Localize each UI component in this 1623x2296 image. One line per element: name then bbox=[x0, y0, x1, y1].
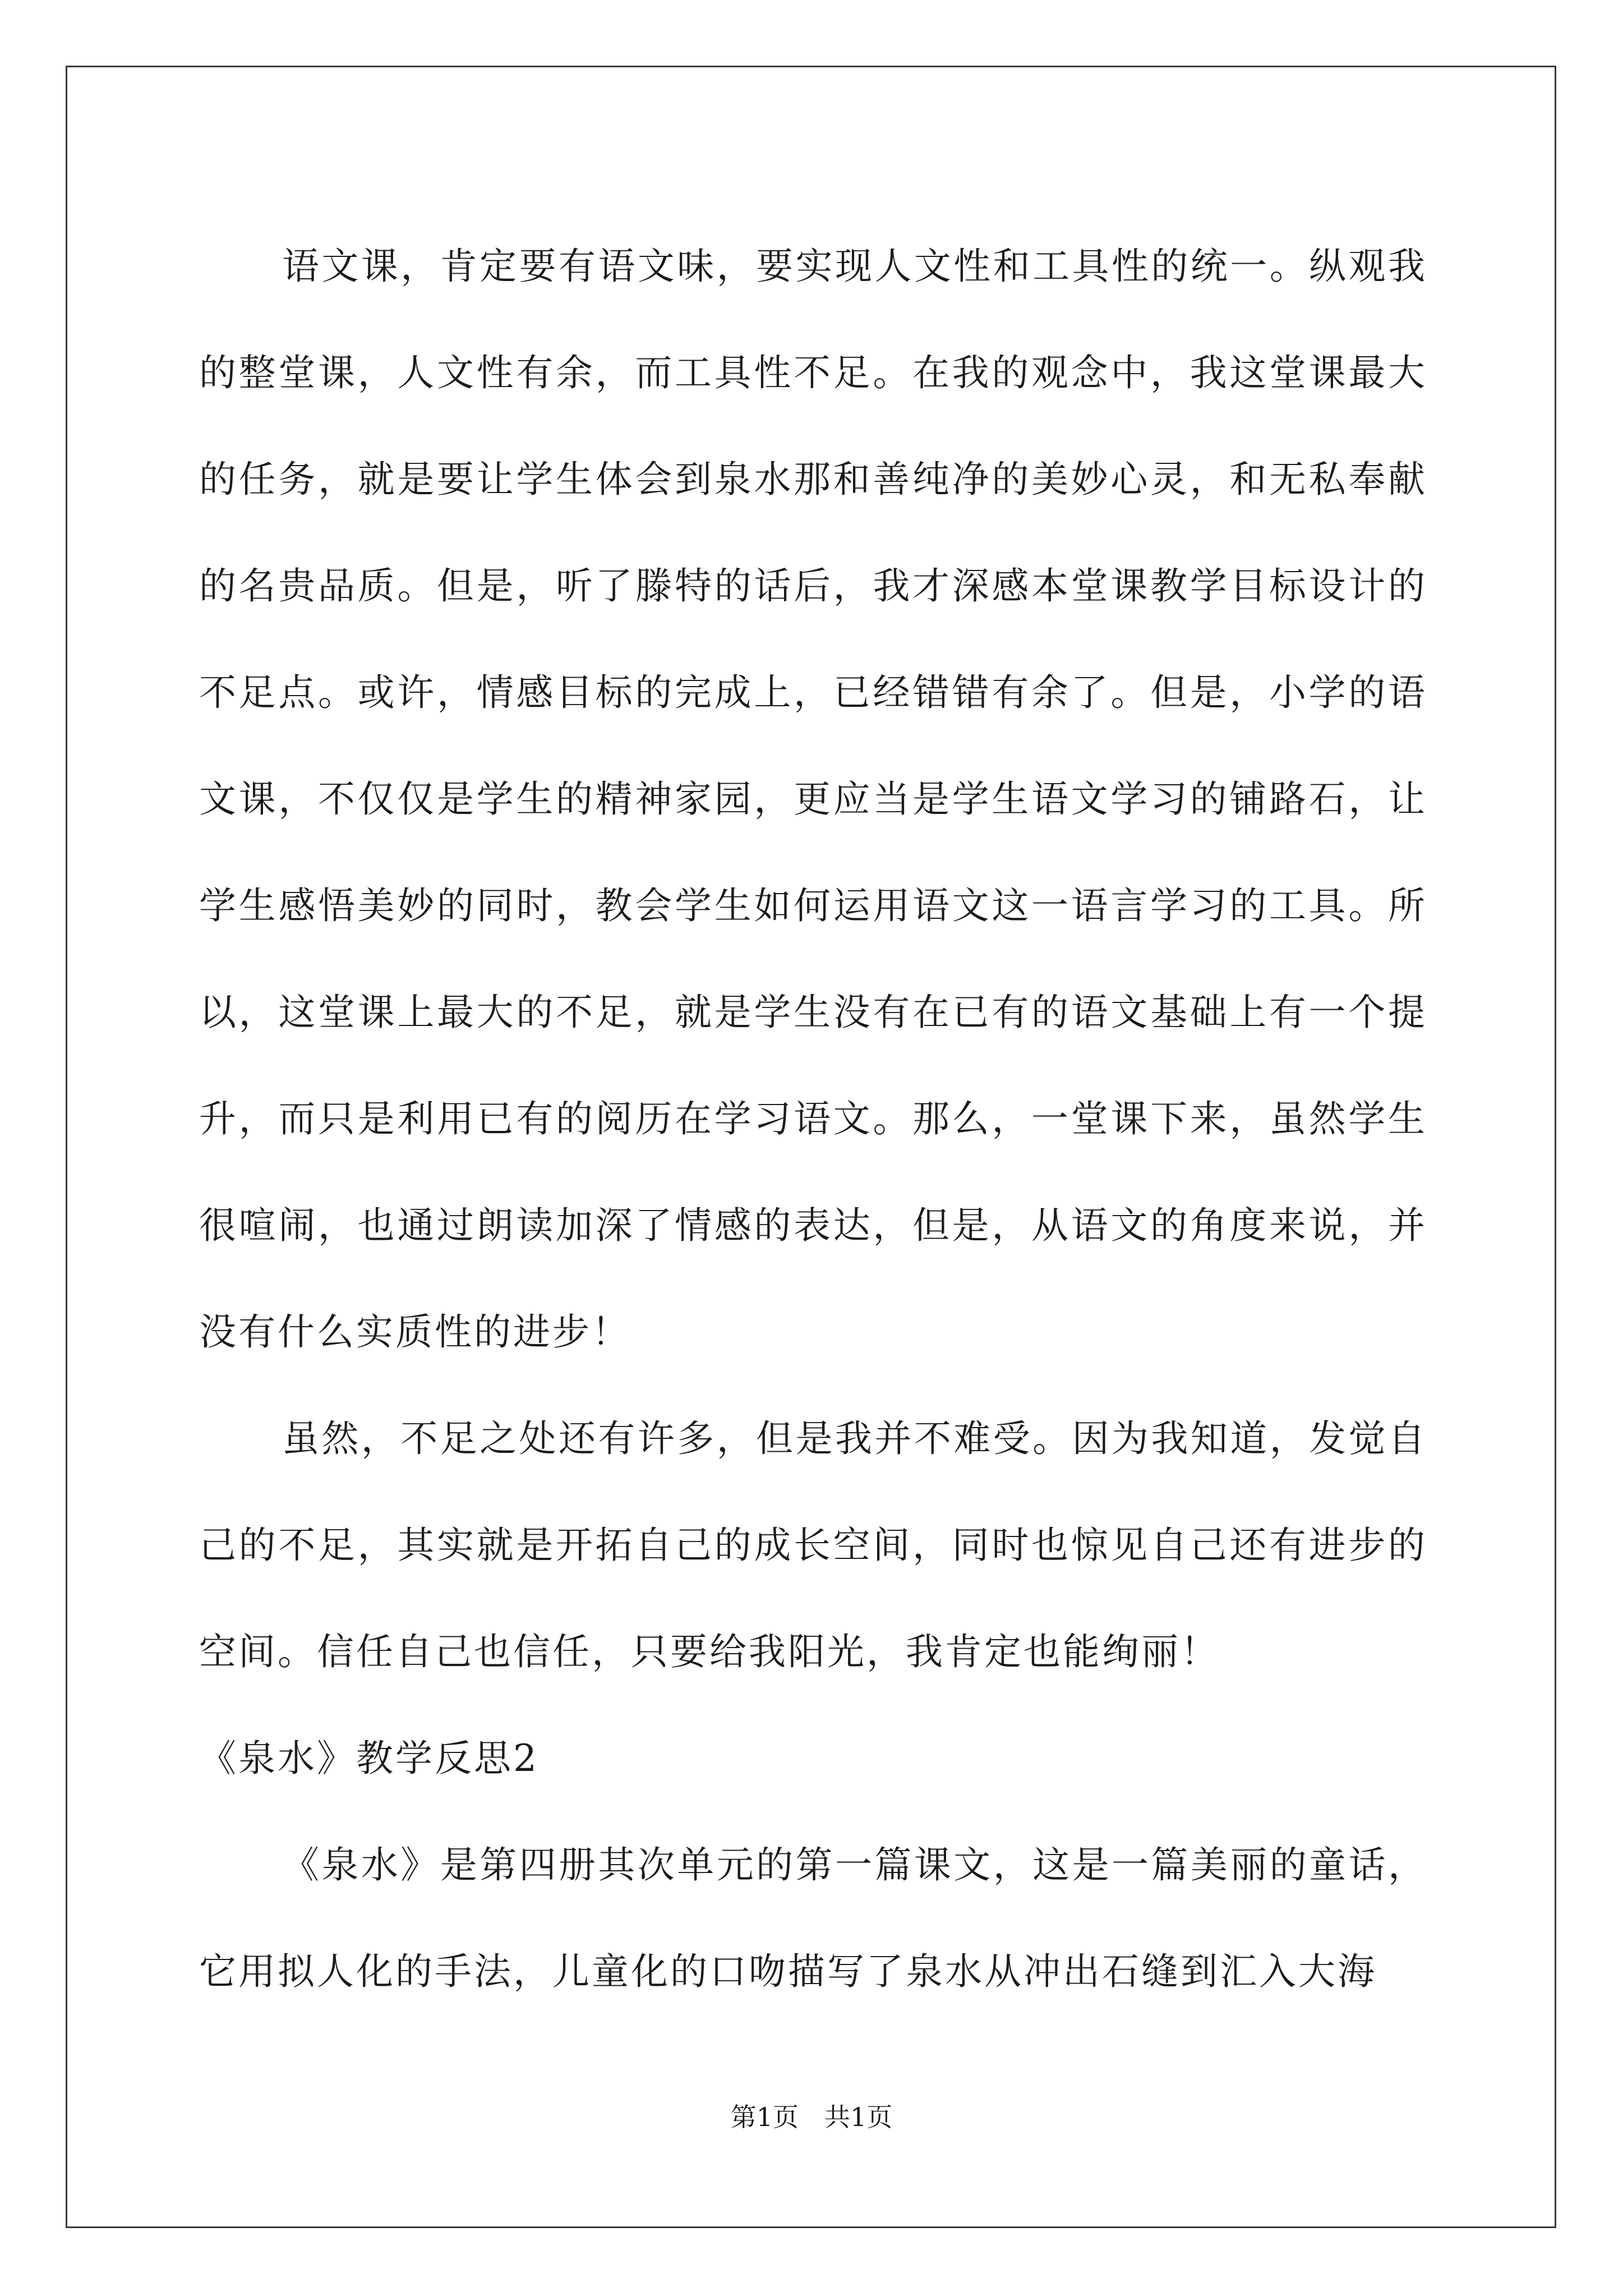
document-body bbox=[199, 213, 1427, 2025]
paragraph-1: 语文课，肯定要有语文味，要实现人文性和工具性的统一。纵观我的整堂课，人文性有余，而工具性不足。在我的观念中，我这堂课最大的任务，就是要让学生体会到泉水那和善纯净的美妙心灵，和无私奉献的名贵品质。但是，听了滕特的话后，我才深感本堂课教学目标设计的不足点。或许，情感目标的完成上，已经错错有余了。但是，小学的语文课，不仅仅是学生的精神家园，更应当是学生语文学习的铺路石，让学生感悟美妙的同时，教会学生如何运用语文这一语言学习的工具。所以，这堂课上最大的不足，就是学生没有在已有的语文基础上有一个提升，而只是利用已有的阅历在学习语文。那么，一堂课下来，虽然学生很喧闹，也通过朗读加深了情感的表达，但是，从语文的角度来说，并没有什么实质性的进步！ bbox=[199, 245, 1427, 1354]
page-number-footer: 第1页 共1页 bbox=[730, 2102, 893, 2132]
section-heading: 《泉水》教学反思2 bbox=[199, 1737, 539, 1780]
paragraph-2: 虽然，不足之处还有许多，但是我并不难受。因为我知道，发觉自己的不足，其实就是开拓自己的成长空间，同时也惊见自己还有进步的空间。信任自己也信任，只要给我阳光，我肯定也能绚丽！ bbox=[199, 1417, 1427, 1673]
paragraph-3: 《泉水》是第四册其次单元的第一篇课文，这是一篇美丽的童话，它用拟人化的手法，儿童化的口吻描写了泉水从冲出石缝到汇入大海 bbox=[199, 1843, 1427, 1993]
